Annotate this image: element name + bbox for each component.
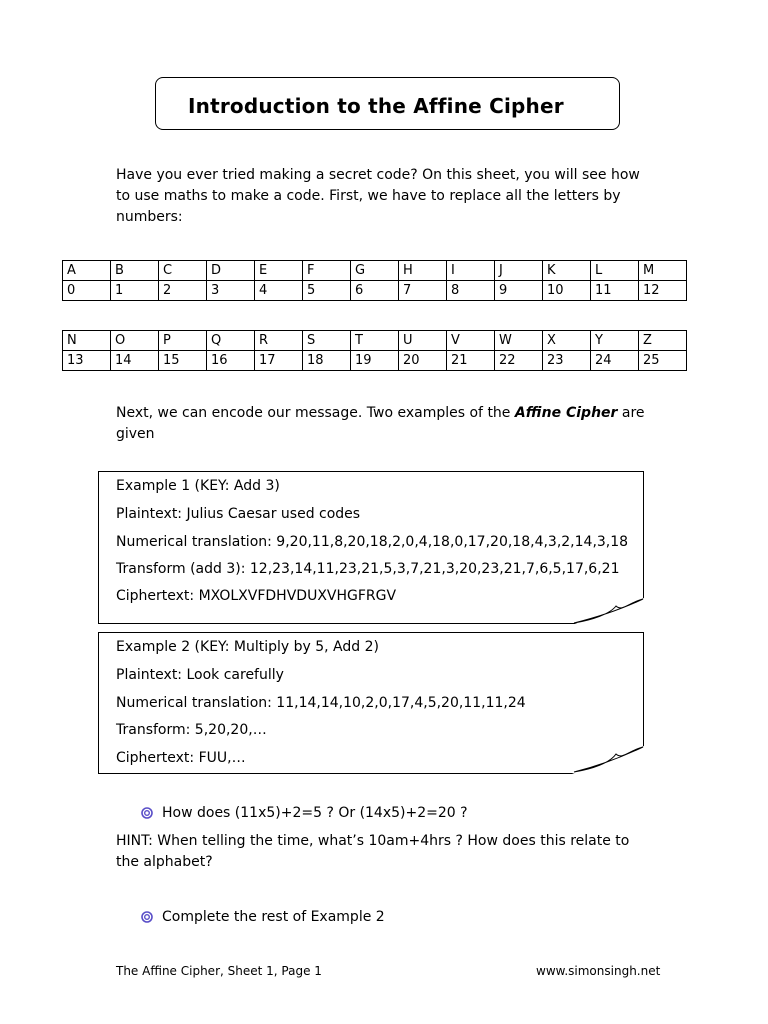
footer-right: www.simonsingh.net — [536, 964, 661, 978]
example-1-ciphertext: Ciphertext: MXOLXVFDHVDUXVHGFRGV — [116, 588, 397, 604]
number-cell: 2 — [159, 281, 207, 301]
number-cell: 11 — [591, 281, 639, 301]
next-line-2: given — [116, 426, 155, 442]
alphabet-table-n-z — [62, 330, 687, 371]
letter-cell: A — [63, 261, 111, 281]
page-curl-icon — [572, 746, 645, 775]
next-paragraph — [116, 403, 696, 445]
number-cell: 5 — [303, 281, 351, 301]
letter-cell: O — [111, 331, 159, 351]
page-curl-icon — [572, 598, 645, 626]
alphabet-table-a-m — [62, 260, 687, 301]
next-line-1: Next, we can encode our message. Two examples of the Affine Cipher are — [116, 405, 645, 421]
letter-cell: S — [303, 331, 351, 351]
letter-cell: F — [303, 261, 351, 281]
letter-cell: K — [543, 261, 591, 281]
example-1-plaintext: Plaintext: Julius Caesar used codes — [116, 506, 361, 522]
number-cell: 21 — [447, 351, 495, 371]
intro-line-2: to use maths to make a code. First, we have to replace all the letters by — [116, 188, 621, 204]
letter-cell: H — [399, 261, 447, 281]
question-2: Complete the rest of Example 2 — [162, 909, 385, 925]
letter-cell: M — [639, 261, 687, 281]
letter-cell: P — [159, 331, 207, 351]
example-2-plaintext: Plaintext: Look carefully — [116, 667, 284, 683]
letter-cell: R — [255, 331, 303, 351]
number-cell: 17 — [255, 351, 303, 371]
example-2-transform: Transform: 5,20,20,… — [116, 722, 267, 738]
intro-paragraph — [116, 165, 676, 228]
letter-cell: G — [351, 261, 399, 281]
number-cell: 8 — [447, 281, 495, 301]
example-1-note — [98, 471, 644, 624]
number-cell: 4 — [255, 281, 303, 301]
number-cell: 13 — [63, 351, 111, 371]
example-1-numerical: Numerical translation: 9,20,11,8,20,18,2,0,4,18,0,17,20,18,4,3,2,14,3,18 — [116, 534, 629, 550]
number-cell: 22 — [495, 351, 543, 371]
letter-cell: J — [495, 261, 543, 281]
intro-line-1: Have you ever tried making a secret code? On this sheet, you will see how — [116, 167, 640, 183]
number-cell: 15 — [159, 351, 207, 371]
letter-cell: W — [495, 331, 543, 351]
example-1-heading: Example 1 (KEY: Add 3) — [116, 478, 280, 494]
page-title: Introduction to the Affine Cipher — [188, 94, 564, 118]
number-cell: 24 — [591, 351, 639, 371]
letter-cell: E — [255, 261, 303, 281]
number-cell: 6 — [351, 281, 399, 301]
number-cell: 12 — [639, 281, 687, 301]
example-1-transform: Transform (add 3): 12,23,14,11,23,21,5,3,7,21,3,20,23,21,7,6,5,17,6,21 — [116, 561, 620, 577]
letter-cell: D — [207, 261, 255, 281]
example-2-note — [98, 632, 644, 774]
letter-cell: U — [399, 331, 447, 351]
number-cell: 0 — [63, 281, 111, 301]
number-cell: 23 — [543, 351, 591, 371]
hint-line-1: HINT: When telling the time, what’s 10am+4hrs ? How does this relate to — [116, 833, 630, 849]
number-cell: 9 — [495, 281, 543, 301]
letter-cell: Q — [207, 331, 255, 351]
question-1: How does (11x5)+2=5 ? Or (14x5)+2=20 ? — [162, 805, 468, 821]
affine-cipher-emphasis: Affine Cipher — [514, 405, 618, 421]
number-cell: 25 — [639, 351, 687, 371]
letter-cell: L — [591, 261, 639, 281]
hint-paragraph — [116, 831, 706, 873]
numbers-row — [63, 281, 687, 301]
letter-cell: Y — [591, 331, 639, 351]
number-cell: 19 — [351, 351, 399, 371]
number-cell: 3 — [207, 281, 255, 301]
example-2-heading: Example 2 (KEY: Multiply by 5, Add 2) — [116, 639, 379, 655]
number-cell: 10 — [543, 281, 591, 301]
letter-cell: Z — [639, 331, 687, 351]
intro-line-3: numbers: — [116, 209, 183, 225]
letter-cell: I — [447, 261, 495, 281]
numbers-row — [63, 351, 687, 371]
number-cell: 7 — [399, 281, 447, 301]
letter-cell: C — [159, 261, 207, 281]
letters-row — [63, 261, 687, 281]
number-cell: 14 — [111, 351, 159, 371]
number-cell: 18 — [303, 351, 351, 371]
letters-row — [63, 331, 687, 351]
example-2-numerical: Numerical translation: 11,14,14,10,2,0,17,4,5,20,11,11,24 — [116, 695, 526, 711]
number-cell: 1 — [111, 281, 159, 301]
number-cell: 20 — [399, 351, 447, 371]
hint-line-2: the alphabet? — [116, 854, 213, 870]
letter-cell: V — [447, 331, 495, 351]
spiral-bullet-icon — [141, 807, 153, 819]
spiral-bullet-icon — [141, 911, 153, 923]
letter-cell: B — [111, 261, 159, 281]
letter-cell: X — [543, 331, 591, 351]
letter-cell: T — [351, 331, 399, 351]
letter-cell: N — [63, 331, 111, 351]
number-cell: 16 — [207, 351, 255, 371]
footer-left: The Affine Cipher, Sheet 1, Page 1 — [116, 964, 322, 978]
example-2-ciphertext: Ciphertext: FUU,… — [116, 750, 246, 766]
